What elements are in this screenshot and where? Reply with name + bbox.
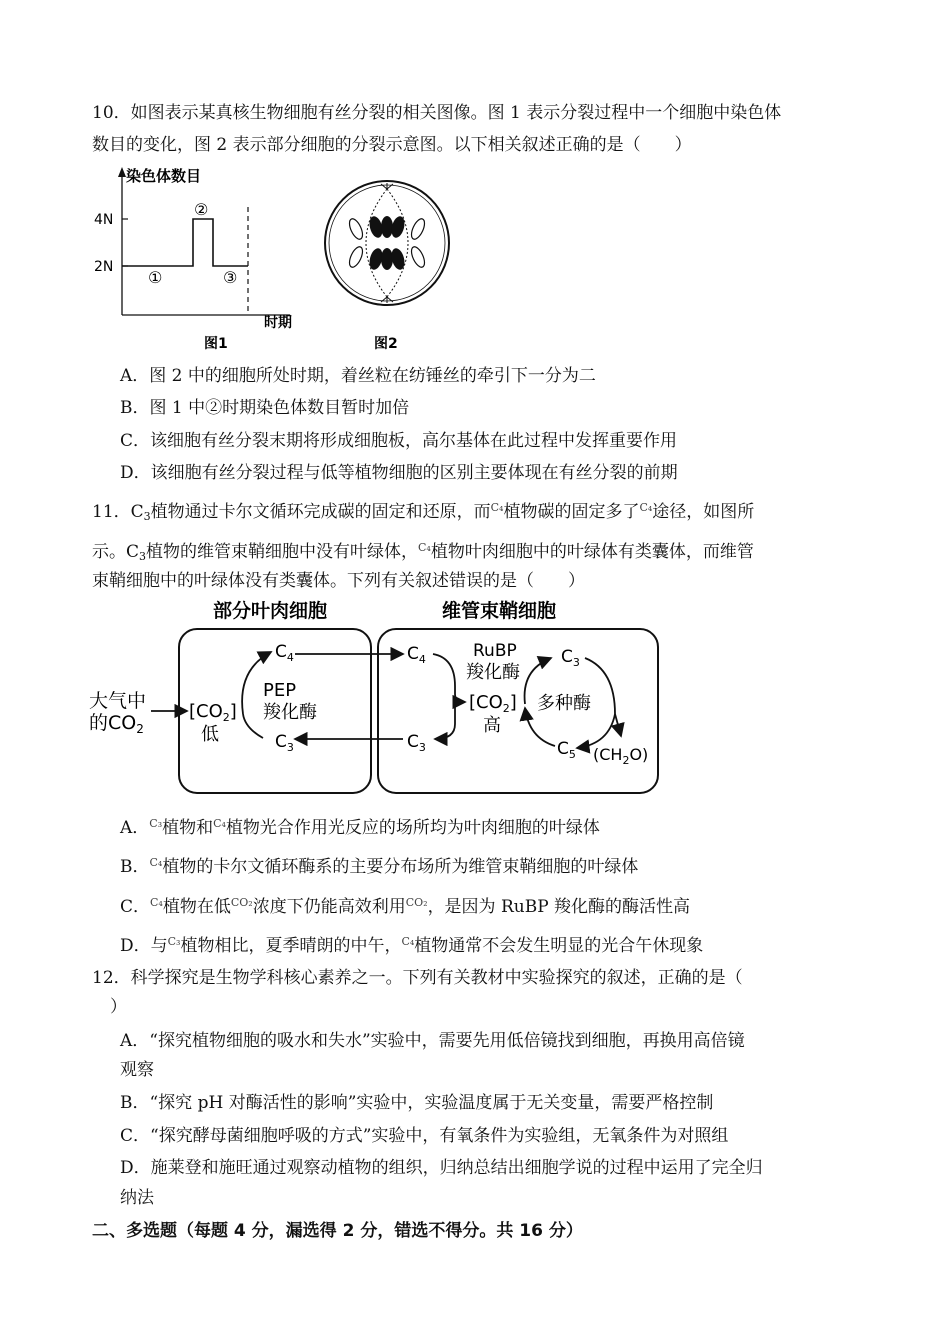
fig1-marker-2: ②: [194, 200, 209, 219]
diagram-c4-left: $C_4$: [275, 642, 294, 664]
q11-s2-prefix: 示。C: [92, 542, 140, 562]
fig1-marker-3: ③: [223, 268, 238, 287]
diagram-co2-high: $[CO_2]$: [469, 692, 517, 715]
q11-s1-text2: 植物碳的固定多了: [503, 502, 640, 522]
q11-s2-c4: C₄: [418, 541, 431, 554]
q12-stem-line2: ）: [110, 997, 127, 1017]
q11-s1-sub: 3: [143, 510, 151, 523]
diagram-rubp-line2: 羧化酶: [466, 662, 520, 683]
q11-stem-line2: [92, 537, 754, 568]
q11-option-a[interactable]: A．$^{C_3}$植物和$^{C_4}$植物光合作用光反应的场所均为叶肉细胞的叶绿体: [120, 817, 600, 838]
q12-option-a-line1[interactable]: A．“探究植物细胞的吸水和失水”实验中，需要先用低倍镜找到细胞，再换用高倍镜: [120, 1031, 745, 1051]
q10-stem-line1: 10．如图表示某真核生物细胞有丝分裂的相关图像。图 1 表示分裂过程中一个细胞中染色体: [92, 103, 782, 123]
diagram-right-title: 维管束鞘细胞: [442, 600, 557, 622]
diagram-pep-line1: PEP: [263, 680, 297, 701]
q10-option-b[interactable]: B．图 1 中②时期染色体数目暂时加倍: [120, 398, 410, 418]
fig1-4n-label: 4N: [94, 212, 114, 228]
q11-s1-prefix: 11．C: [92, 502, 144, 522]
diagram-c3-right: $C_3$: [407, 732, 426, 754]
q11-s1-text3: 途径，如图所: [652, 502, 755, 522]
q11-stem-line1: [92, 497, 754, 528]
q10-option-c[interactable]: C．该细胞有丝分裂末期将形成细胞板，高尔基体在此过程中发挥重要作用: [120, 431, 678, 451]
q12-option-d-line2[interactable]: 纳法: [120, 1188, 154, 1208]
q10-figure1: [90, 165, 320, 355]
q11-s1-c4-b: C₄: [639, 501, 653, 514]
q12-stem-line1: 12．科学探究是生物学科核心素养之一。下列有关教材中实验探究的叙述，正确的是（: [92, 968, 743, 988]
fig1-caption: 图1: [204, 336, 228, 352]
fig1-ylabel: 染色体数目: [126, 167, 202, 185]
q12-option-b[interactable]: B．“探究 pH 对酶活性的影响”实验中，实验温度属于无关变量，需要严格控制: [120, 1093, 714, 1113]
fig2-caption: 图2: [374, 336, 398, 352]
diagram-enzymes: 多种酶: [537, 693, 591, 714]
q11-option-b[interactable]: B．$^{C_4}$植物的卡尔文循环酶系的主要分布场所为维管束鞘细胞的叶绿体: [120, 856, 639, 877]
q11-s1-text1: 植物通过卡尔文循环完成碳的固定和还原，而: [150, 502, 491, 522]
q10-figure2-cell: [320, 175, 460, 355]
fig1-xlabel: 时期: [264, 315, 292, 331]
q12-option-a-line2[interactable]: 观察: [120, 1060, 154, 1080]
diagram-rubp-line1: RuBP: [473, 641, 517, 661]
q11-s2-text1: 植物的维管束鞘细胞中没有叶绿体，: [146, 542, 419, 562]
diagram-c5: $C_5$: [557, 739, 576, 761]
diagram-ch2o: $(CH_2O)$: [593, 745, 649, 767]
fig1-marker-1: ①: [148, 268, 163, 287]
section-2-heading: 二、多选题（每题 4 分，漏选得 2 分，错选不得分。共 16 分）: [92, 1221, 583, 1241]
q10-option-a[interactable]: A．图 2 中的细胞所处时期，着丝粒在纺锤丝的牵引下一分为二: [120, 366, 596, 386]
diagram-air-line2: 的$CO_2$: [89, 712, 144, 736]
q12-option-d-line1[interactable]: D．施莱登和施旺通过观察动植物的组织，归纳总结出细胞学说的过程中运用了完全归: [120, 1158, 763, 1178]
diagram-co2-low: $[CO_2]$: [189, 701, 237, 724]
diagram-high-label: 高: [483, 715, 501, 736]
diagram-pep-line2: 羧化酶: [263, 702, 317, 723]
diagram-air-line1: 大气中: [89, 690, 147, 712]
diagram-left-title: 部分叶肉细胞: [213, 600, 328, 622]
q11-s1-c4-a: C₄: [490, 501, 504, 514]
q11-stem-line3: 束鞘细胞中的叶绿体没有类囊体。下列有关叙述错误的是（ ）: [92, 571, 585, 591]
q12-option-c[interactable]: C．“探究酵母菌细胞呼吸的方式”实验中，有氧条件为实验组，无氧条件为对照组: [120, 1126, 729, 1146]
q11-s2-text2: 植物叶肉细胞中的叶绿体有类囊体，而维管: [430, 542, 754, 562]
q10-stem-line2: 数目的变化，图 2 表示部分细胞的分裂示意图。以下相关叙述正确的是（ ）: [92, 135, 692, 155]
fig1-2n-label: 2N: [94, 259, 114, 275]
q11-c4-pathway-diagram: [85, 596, 665, 796]
q11-option-d[interactable]: D．与$^{C_3}$植物相比，夏季晴朗的中午，$^{C_4}$植物通常不会发生明显的光合午休现象: [120, 935, 704, 956]
diagram-c4-right: $C_4$: [407, 644, 426, 666]
diagram-c3-left: $C_3$: [275, 732, 294, 754]
q11-option-c[interactable]: C．$^{C_4}$植物在低$^{CO_2}$浓度下仍能高效利用$^{CO_2}$，是因为 RuBP 羧化酶的酶活性高: [120, 896, 691, 917]
q10-option-d[interactable]: D．该细胞有丝分裂过程与低等植物细胞的区别主要体现在有丝分裂的前期: [120, 463, 678, 483]
diagram-low-label: 低: [201, 724, 219, 745]
diagram-c3-cycle: $C_3$: [561, 647, 580, 669]
q11-s2-sub: 3: [139, 550, 147, 563]
